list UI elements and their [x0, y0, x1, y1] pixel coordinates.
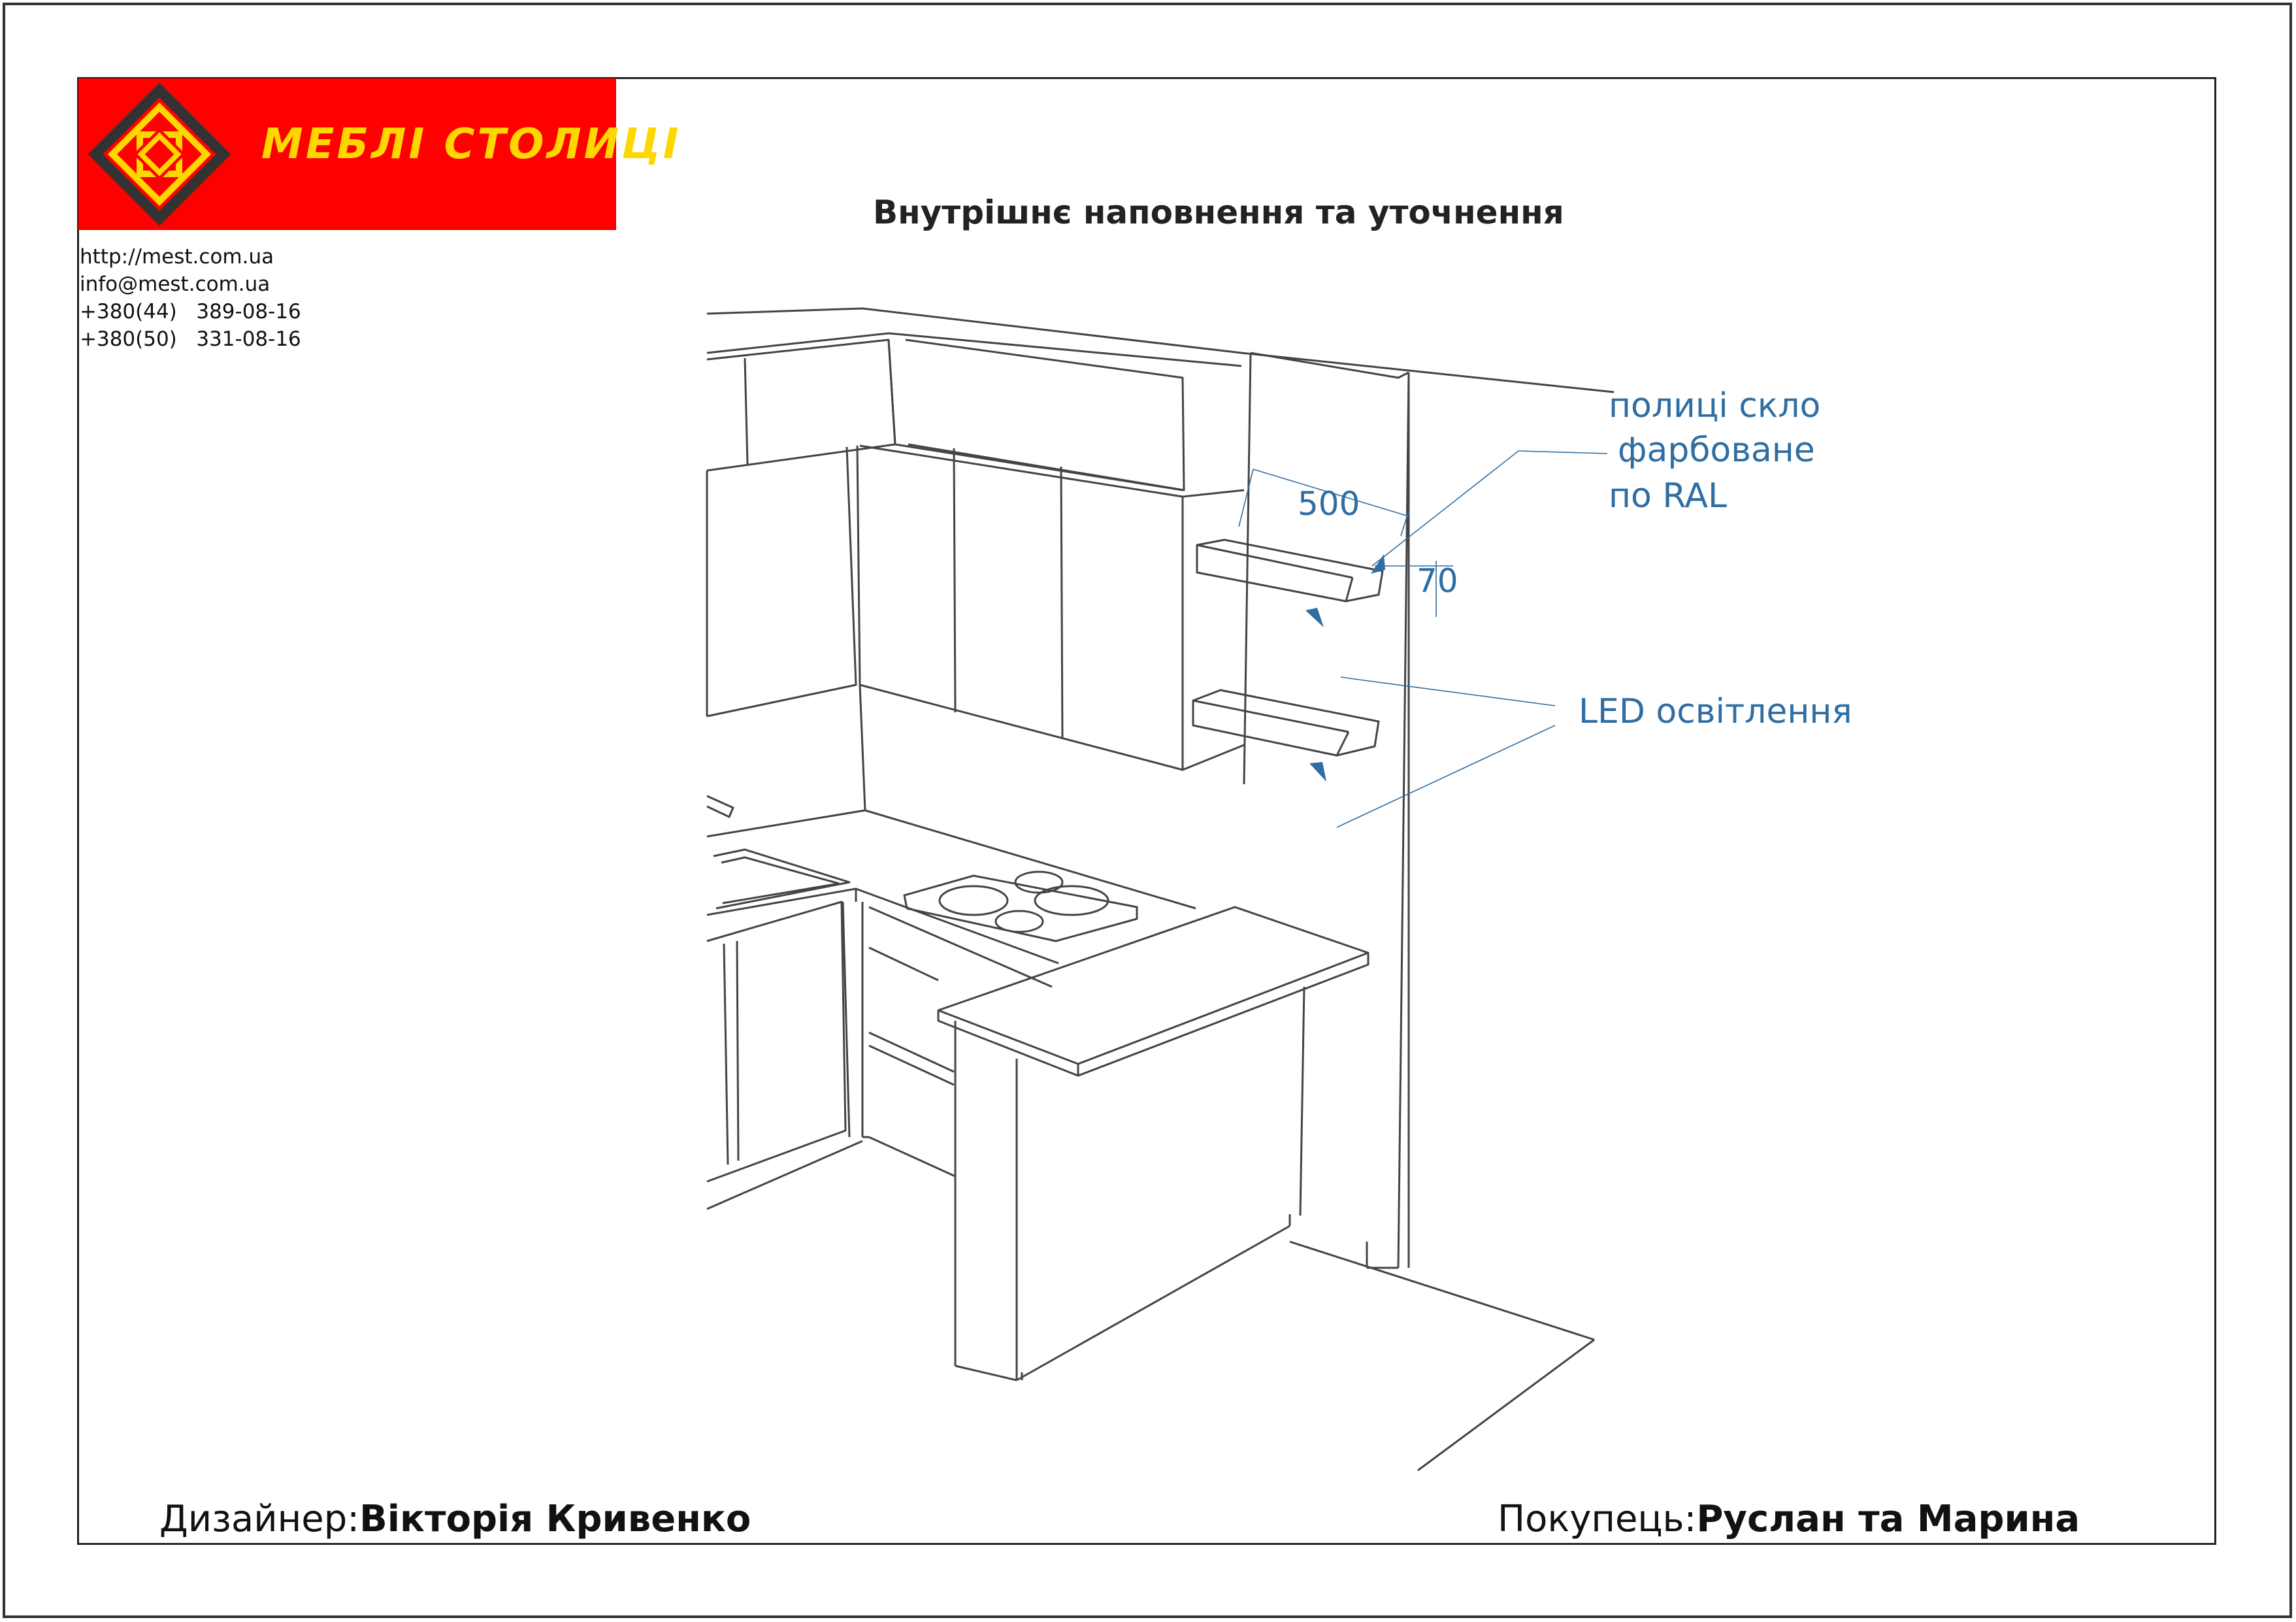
contact-website[interactable]: http://mest.com.ua [80, 245, 274, 269]
designer-name: Вікторія Кривенко [359, 1498, 751, 1540]
contact-email[interactable]: info@mest.com.ua [80, 273, 271, 296]
brand-name: МЕБЛІ СТОЛИЦІ [261, 120, 681, 169]
designer-label: Дизайнер: [159, 1498, 360, 1540]
dimension-width: 500 [1298, 485, 1360, 523]
designer-credit [159, 1498, 751, 1540]
contact-phone-1: +380(44) 389-08-16 [80, 300, 301, 323]
customer-name: Руслан та Марина [1696, 1498, 2080, 1540]
dimension-thickness: 70 [1417, 562, 1458, 600]
label-shelves-line-2: фарбоване [1618, 431, 1815, 470]
label-led-lighting: LED освітлення [1579, 692, 1852, 731]
contact-phone-2: +380(50) 331-08-16 [80, 327, 301, 351]
label-shelves-line-3: по RAL [1609, 476, 1727, 516]
page-title: Внутрішнє наповнення та уточнення [873, 193, 1564, 231]
label-shelves-line-1: полиці скло [1609, 386, 1821, 425]
customer-label: Покупець: [1498, 1498, 1697, 1540]
customer-credit [1498, 1498, 2080, 1540]
